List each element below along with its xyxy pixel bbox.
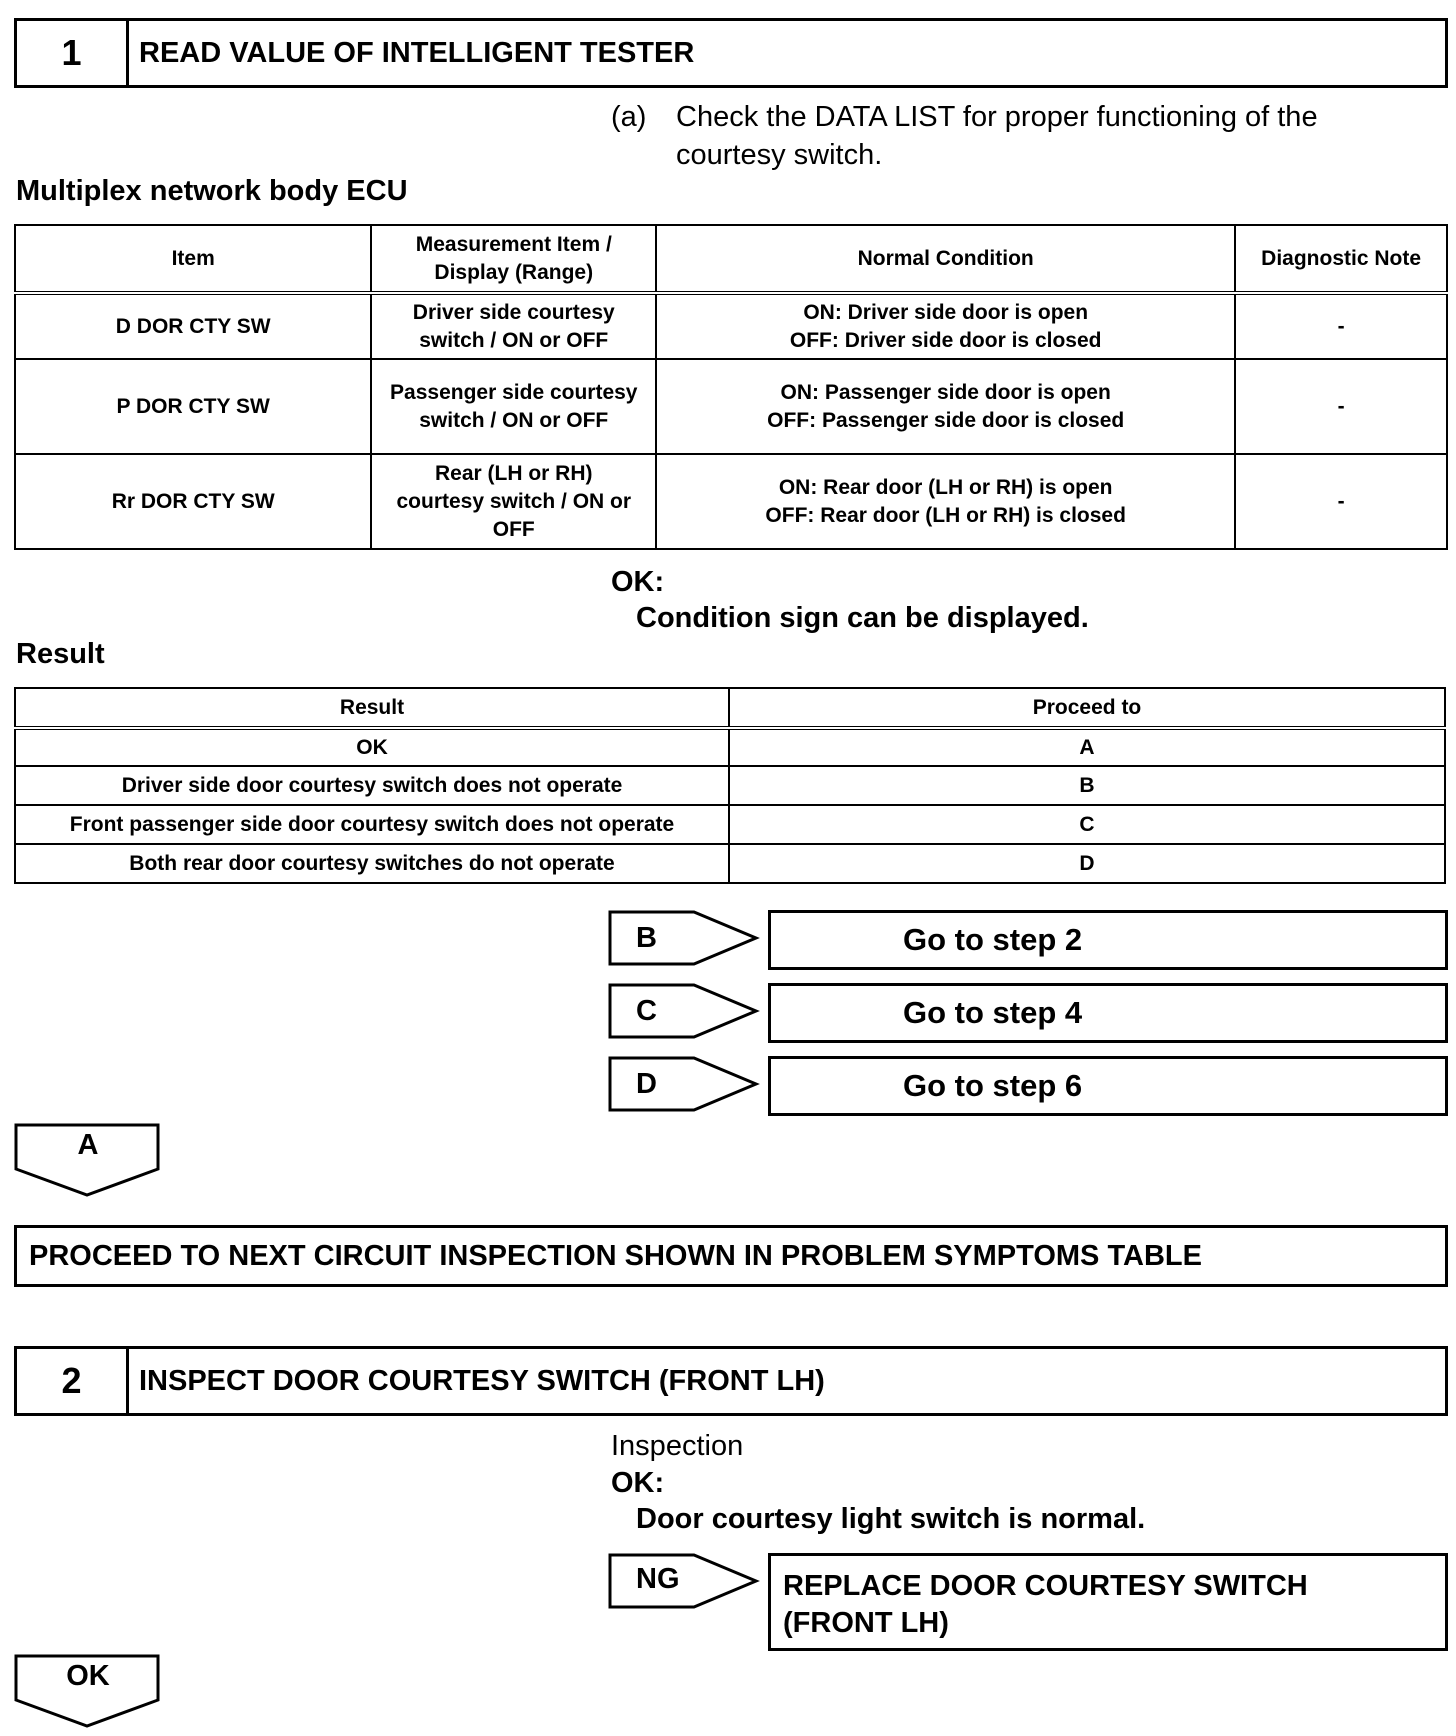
ng-label: NG — [636, 1563, 680, 1595]
cell-measurement: Passenger side courtesy switch / ON or OFF — [371, 359, 656, 454]
flow-tag-ok — [14, 1654, 162, 1730]
header-diagnostic-note: Diagnostic Note — [1235, 225, 1447, 293]
normal-off: OFF: Passenger side door is closed — [767, 408, 1125, 432]
cell-note: - — [1235, 359, 1447, 454]
branch-label: C — [636, 994, 657, 1027]
cell-proceed: C — [729, 805, 1445, 844]
ok-label: OK: — [611, 1467, 665, 1499]
cell-proceed: A — [729, 728, 1445, 766]
header-item: Item — [15, 225, 371, 293]
result-table — [14, 687, 1446, 884]
cell-result: OK — [15, 728, 729, 766]
table-row — [15, 728, 1445, 766]
cell-note: - — [1235, 293, 1447, 359]
replace-switch-box — [768, 1553, 1448, 1651]
table-row — [15, 454, 1447, 549]
flow-tag-a — [14, 1123, 162, 1199]
cell-measurement: Rear (LH or RH) courtesy switch / ON or OFF — [371, 454, 656, 549]
replace-line-1: REPLACE DOOR COURTESY SWITCH — [783, 1570, 1308, 1602]
normal-off: OFF: Driver side door is closed — [789, 328, 1102, 352]
ok-condition-text: Condition sign can be displayed. — [636, 602, 1089, 634]
inspection-label: Inspection — [611, 1430, 744, 1462]
cell-normal-condition — [656, 454, 1235, 549]
branch-arrow-icon — [608, 1553, 768, 1613]
branch-b — [608, 910, 1448, 970]
step-number: 2 — [17, 1349, 129, 1413]
ok-label: OK: — [611, 566, 665, 598]
cell-item: D DOR CTY SW — [15, 293, 371, 359]
result-title: Result — [16, 638, 105, 670]
header-measurement: Measurement Item / Display (Range) — [371, 225, 656, 293]
cell-measurement: Driver side courtesy switch / ON or OFF — [371, 293, 656, 359]
cell-normal-condition — [656, 359, 1235, 454]
table-row — [15, 359, 1447, 454]
proceed-next-circuit-box: PROCEED TO NEXT CIRCUIT INSPECTION SHOWN IN PROBLEM SYMPTOMS TABLE — [14, 1225, 1448, 1287]
table-row — [15, 766, 1445, 805]
step-number: 1 — [17, 21, 129, 85]
table-row — [15, 805, 1445, 844]
branch-label: B — [636, 921, 657, 954]
cell-note: - — [1235, 454, 1447, 549]
cell-proceed: D — [729, 844, 1445, 883]
flow-tag-label: A — [77, 1129, 99, 1161]
go-to-step-4: Go to step 4 — [768, 983, 1448, 1043]
instruction-line-2: courtesy switch. — [676, 139, 883, 171]
branch-d — [608, 1056, 1448, 1116]
branch-label: D — [636, 1067, 657, 1100]
normal-on: ON: Rear door (LH or RH) is open — [778, 475, 1113, 499]
normal-off: OFF: Rear door (LH or RH) is closed — [765, 503, 1126, 527]
instruction-line-1: Check the DATA LIST for proper functioning of the — [676, 101, 1318, 133]
cell-proceed: B — [729, 766, 1445, 805]
table-row — [15, 293, 1447, 359]
step-title: INSPECT DOOR COURTESY SWITCH (FRONT LH) — [139, 1364, 825, 1397]
header-normal-condition: Normal Condition — [656, 225, 1235, 293]
cell-normal-condition — [656, 293, 1235, 359]
step-2-header — [14, 1346, 1448, 1416]
branch-c — [608, 983, 1448, 1043]
table-row — [15, 844, 1445, 883]
flow-tag-label: OK — [66, 1660, 110, 1692]
go-to-step-2: Go to step 2 — [768, 910, 1448, 970]
ecu-title: Multiplex network body ECU — [16, 175, 408, 207]
cell-result: Both rear door courtesy switches do not operate — [15, 844, 729, 883]
cell-result: Driver side door courtesy switch does not operate — [15, 766, 729, 805]
step-title: READ VALUE OF INTELLIGENT TESTER — [139, 36, 695, 69]
ng-branch — [608, 1553, 1448, 1651]
step-1-header — [14, 18, 1448, 88]
go-to-step-6: Go to step 6 — [768, 1056, 1448, 1116]
replace-line-2: (FRONT LH) — [783, 1607, 949, 1639]
instruction-marker: (a) — [611, 101, 647, 133]
cell-result: Front passenger side door courtesy switch does not operate — [15, 805, 729, 844]
header-result: Result — [15, 688, 729, 728]
ok-inspection-text: Door courtesy light switch is normal. — [636, 1503, 1146, 1535]
cell-item: Rr DOR CTY SW — [15, 454, 371, 549]
data-list-table — [14, 224, 1448, 550]
header-proceed-to: Proceed to — [729, 688, 1445, 728]
cell-item: P DOR CTY SW — [15, 359, 371, 454]
normal-on: ON: Passenger side door is open — [780, 380, 1111, 404]
normal-on: ON: Driver side door is open — [803, 300, 1089, 324]
